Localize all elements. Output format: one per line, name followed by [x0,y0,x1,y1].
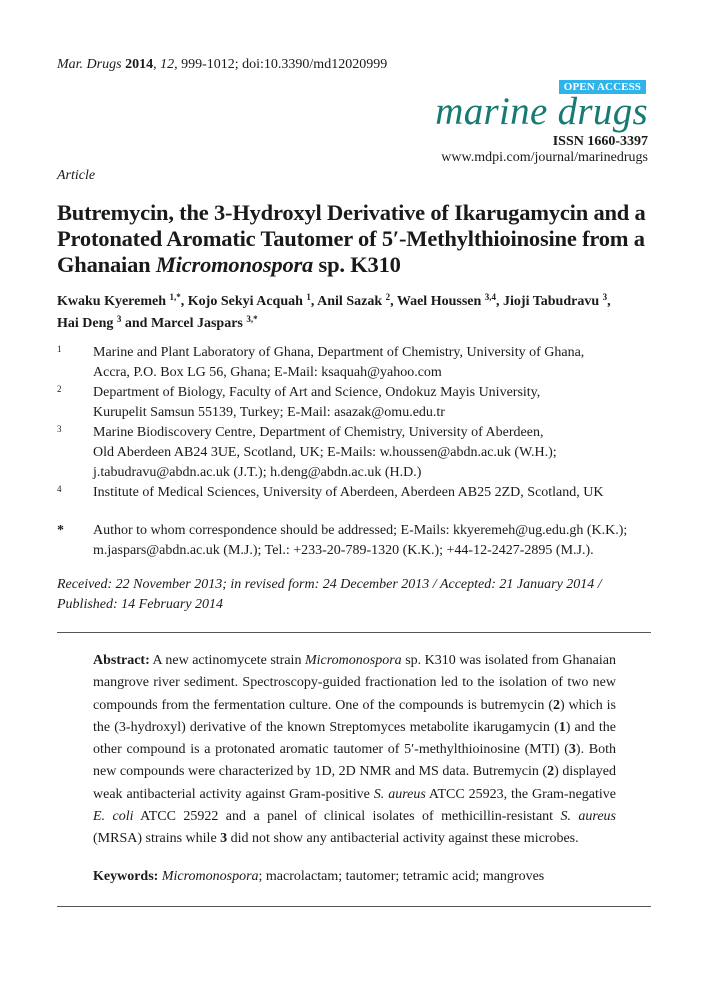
keywords-body [158,869,544,884]
title-part1: Butremycin, the 3-Hydroxyl Derivative of Ikarugamycin and a Protonated Aromatic Tautomer of 5′-Methylthioinosine from a Ghanaian [57,200,646,277]
journal-url[interactable]: www.mdpi.com/journal/marinedrugs [441,150,648,165]
text-run: ATCC 25923, the Gram-negative [425,786,617,802]
author-affiliation-mark: 1 [306,292,311,302]
text-run: ) displayed weak antibacterial activity against Gram-positive [93,764,616,802]
author-name: Anil Sazak [317,294,386,309]
citation-year: 2014 [125,57,154,72]
correspondence-line: m.jaspars@abdn.ac.uk (M.J.); Tel.: +233-20-789-1320 (K.K.); +44-12-2427-2895 (M.J.). [93,543,594,558]
italic-term: Micromonospora [161,869,259,884]
affiliation-number: 1 [57,344,62,354]
affiliation-line: Accra, P.O. Box LG 56, Ghana; E-Mail: ksaquah@yahoo.com [93,365,442,380]
affiliation-number: 2 [57,384,62,394]
citation-pages-doi: , 999-1012; doi:10.3390/md12020999 [174,57,388,72]
author-name: Wael Houssen [396,294,485,309]
article-type: Article [57,168,96,183]
affiliation-item [57,343,657,383]
citation-sep: , [153,57,161,72]
affiliation-line: Department of Biology, Faculty of Art and Science, Ondokuz Mayis University, [93,385,541,400]
compound-number: 2 [553,697,560,713]
affiliation-item [57,423,657,483]
author-affiliation-mark: 3,4 [484,292,497,302]
italic-term: S. aureus [560,809,617,825]
dates-line: Published: 14 February 2014 [57,597,224,612]
text-run: A new actinomycete strain [149,653,305,668]
compound-number: 2 [547,764,555,780]
keywords [93,869,616,885]
paper-title [57,200,657,278]
abstract-label: Abstract: [93,653,150,668]
affiliation-line: Kurupelit Samsun 55139, Turkey; E-Mail: asazak@omu.edu.tr [93,405,445,420]
text-run: ) and the other compound is a protonated aromatic tautomer of 5′-methylthioinosine (MTI) ( [93,719,617,758]
italic-term: Micromonospora [304,653,402,668]
affiliation-item [57,483,657,503]
affiliation-line: Marine and Plant Laboratory of Ghana, Department of Chemistry, University of Ghana, [93,345,585,360]
text-run: sp. K310 was isolated from Ghanaian mangrove river sediment. Spectroscopy-guided fractionation led to the isolation of two new compounds from the fermentation culture. One of the compounds is butremycin ( [93,653,616,713]
text-run: ATCC 25922 and a panel of clinical isolates of methicillin-resistant [133,809,561,825]
author-name: Kwaku Kyeremeh [57,294,170,309]
affiliation-line: Institute of Medical Sciences, University of Aberdeen, Aberdeen AB25 2ZD, Scotland, UK [93,485,604,500]
text-run: (MRSA) strains while [93,831,221,847]
affiliation-line: Old Aberdeen AB24 3UE, Scotland, UK; E-Mails: w.houssen@abdn.ac.uk (W.H.); [93,445,557,460]
text-run: ) which is the (3-hydroxyl) derivative of the known Streptomyces metabolite ikarugamycin ( [93,697,617,735]
author-affiliation-mark: 2 [385,292,391,302]
divider-top [57,632,651,633]
author-name: Jioji Tabudravu [503,294,603,309]
author-separator: , [310,294,318,309]
dates-line: Received: 22 November 2013; in revised form: 24 December 2013 / Accepted: 21 January 2014 / [57,577,602,592]
correspondence-star: * [57,523,64,538]
issn: ISSN 1660-3397 [552,134,648,149]
affiliation-line: Marine Biodiscovery Centre, Department of Chemistry, University of Aberdeen, [93,425,544,440]
keywords-label: Keywords: [93,869,159,884]
correspondence-note [57,521,657,561]
author-affiliation-mark: 3 [116,314,122,324]
author-affiliation-mark: 3 [602,292,608,302]
journal-logo-name: marine drugs [435,90,648,133]
abstract [93,650,616,851]
author-separator: , [390,294,397,309]
citation-line [57,57,387,73]
title-part2: sp. K310 [313,252,401,277]
affiliation-number: 4 [57,484,62,494]
affiliations [57,343,657,503]
author-separator: , [607,294,611,309]
italic-term: E. coli [93,809,134,825]
author-affiliation-mark: 3,* [246,314,258,324]
citation-volume: 12 [160,57,175,72]
affiliation-item [57,383,657,423]
text-run: ). Both new compounds were characterized by 1D, 2D NMR and MS data. Butremycin ( [93,742,616,780]
author-name: Hai Deng [57,316,117,331]
abstract-body [93,653,616,846]
text-run: did not show any antibacterial activity against these microbes. [227,831,579,847]
author-name: Kojo Sekyi Acquah [187,294,307,309]
author-separator: , [496,294,504,309]
compound-number: 3 [220,831,228,847]
author-name: Marcel Jaspars [150,316,247,331]
author-separator: , [180,294,188,309]
affiliation-line: j.tabudravu@abdn.ac.uk (J.T.); h.deng@abdn.ac.uk (H.D.) [93,465,422,480]
correspondence-line: Author to whom correspondence should be addressed; E-Mails: kkyeremeh@ug.edu.gh (K.K.); [93,523,628,538]
author-affiliation-mark: 1,* [169,292,181,302]
author-separator: and [121,316,151,331]
compound-number: 1 [558,719,566,735]
publication-dates [57,575,657,615]
divider-bottom [57,906,651,907]
author-list [57,291,657,335]
italic-term: S. aureus [373,786,426,802]
journal-abbrev: Mar. Drugs [57,57,122,72]
title-italic: Micromonospora [155,252,314,277]
compound-number: 3 [568,742,576,758]
open-access-badge: OPEN ACCESS [559,80,646,94]
affiliation-number: 3 [57,424,62,434]
text-run: ; macrolactam; tautomer; tetramic acid; mangroves [258,869,545,884]
